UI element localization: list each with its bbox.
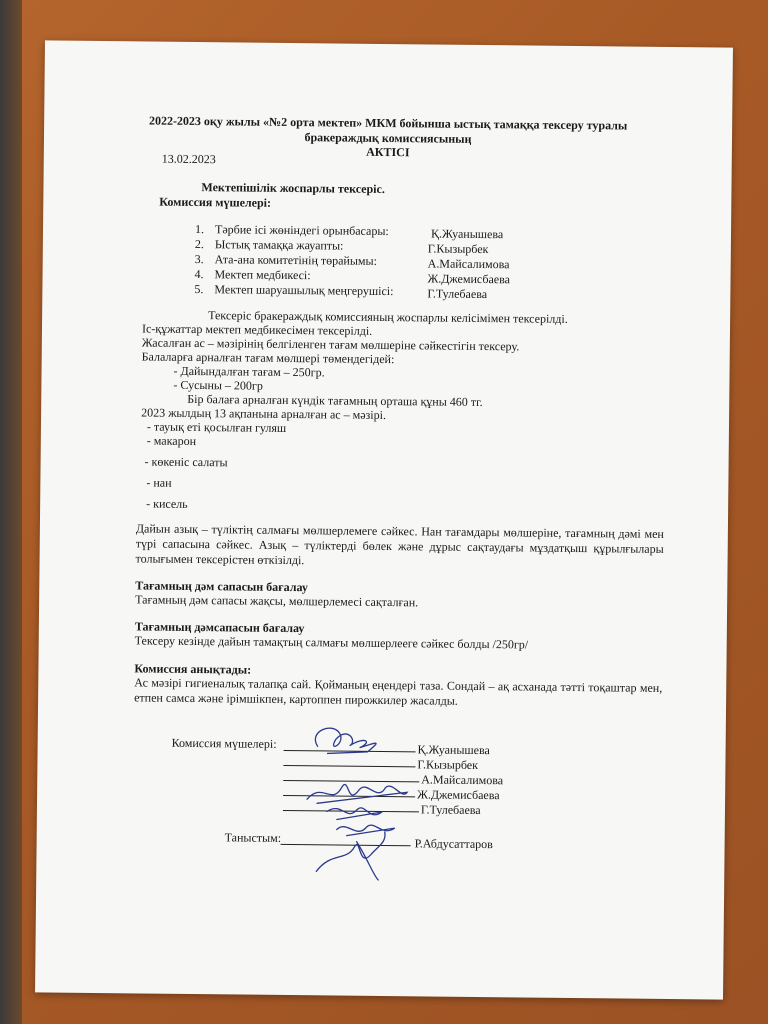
member-role: Тәрбие ісі жөніндегі орынбасары: [214,222,389,239]
member-role: Мектеп медбикесі: [214,267,311,283]
signature-name: Қ.Жуанышева [417,742,490,758]
findings-heading: Комиссия анықтады: [134,661,252,677]
member-name: Г.Кызырбек [427,241,489,257]
signature-zhuanysheva [315,728,376,754]
body-line: Тексеріс бракераждық комиссияның жоспарлы келісімімен тексерілді. [208,308,568,326]
member-role: Ыстық тамаққа жауапты: [214,237,344,253]
member-num: 3. [194,252,204,267]
title-line-1: 2022-2023 оқу жылы «№2 орта мектеп» МКМ бойынша ыстық тамаққа тексеру туралы [148,113,628,133]
signature-scribbles [286,711,448,883]
member-name: Ж.Джемисбаева [427,271,511,287]
acknowledged-label: Таныстым: [224,830,282,845]
member-num: 1. [194,222,205,237]
title-line-2: бракераждық комиссиясының [304,130,472,146]
member-name: А.Майсалимова [427,256,510,272]
signature-dzhemisbaeva [327,807,382,820]
menu-item: - кисель [146,496,188,511]
signature-name: Ж.Джемисбаева [417,787,500,803]
section-heading: Тағамның дәм сапасын бағалау [135,578,308,595]
members-heading: Комиссия мүшелері: [159,194,272,210]
menu-item: - тауық еті қосылған гуляш [146,419,287,435]
title-line-3: АКТІСІ [366,144,410,160]
body-line: Бір балаға арналған күндік тағамның орташа құны 460 тг. [187,391,483,410]
body-line: - Дайындалған тағам – 250гр. [173,363,325,380]
signature-label: Комиссия мүшелері: [171,735,277,751]
document-date: 13.02.2023 [161,151,216,167]
paragraph-quality: Дайын азық – түліктің салмағы мөлшерлемеге сәйкес. Нан тағамдары мөлшеріне, тағамның дәмі мен түрі сапасына сәйкес. Азық – түліктерді бөлек және дұрыс сақтаудағы мұздатқыш құрылғылары толығымен тексерістен өткізілді. [135,521,664,568]
menu-item: - көкеніс салаты [144,454,228,470]
body-line: Жасалған ас – мәзірінің белгіленген тағам мөлшеріне сәйкестігін тексеру. [141,335,520,354]
signature-abdusattarov [316,831,385,880]
section-text: Тағамның дәм сапасы жақсы, мөлшерлемесі сақталған. [135,592,419,610]
member-name: Қ.Жуанышева [430,226,504,242]
body-line: - Сусыны – 200гр [173,377,263,393]
member-role: Ата-ана комитетінің төрайымы: [214,252,378,268]
acknowledged-name: Р.Абдусаттаров [414,836,493,852]
background-edge [0,0,22,1024]
section-text: Тексеру кезінде дайын тамақтың салмағы мөлшерлееге сәйкес болды /250гр/ [134,633,529,652]
document-page [35,40,733,999]
body-line: Балаларға арналған тағам мөлшері төмендегідей: [141,349,395,367]
findings-text: Ас мәзірі гигиеналық талапқа сай. Қойманың еңендері таза. Сондай – ақ асханада тәтті тоқаштар мен, етпен самса және ірімшікпен, картоппен пирожкилер жасалды. [134,675,663,708]
member-role: Мектеп шаруашылық меңгерушісі: [214,282,394,299]
menu-item: - макарон [146,433,197,449]
signature-name: Г.Тулебаева [420,802,481,818]
inspection-type: Мектепішілік жоспарлы тексеріс. [201,180,385,196]
signature-tulebaeva [337,825,395,836]
menu-item: - нан [146,475,172,490]
signature-name: Г.Кызырбек [417,757,479,772]
signature-name: А.Майсалимова [421,772,504,788]
member-num: 5. [194,282,204,297]
member-name: Г.Тулебаева [427,286,488,302]
section-heading: Тағамның дәмсапасын бағалау [134,619,305,636]
member-num: 2. [194,237,204,252]
body-line: Іс-құжаттар мектеп медбикесімен тексерілді. [141,321,373,338]
body-line: 2023 жылдың 13 ақпанына арналған ас – мәзірі. [141,405,387,423]
member-num: 4. [194,267,204,282]
signature-maisalimova [307,784,407,804]
